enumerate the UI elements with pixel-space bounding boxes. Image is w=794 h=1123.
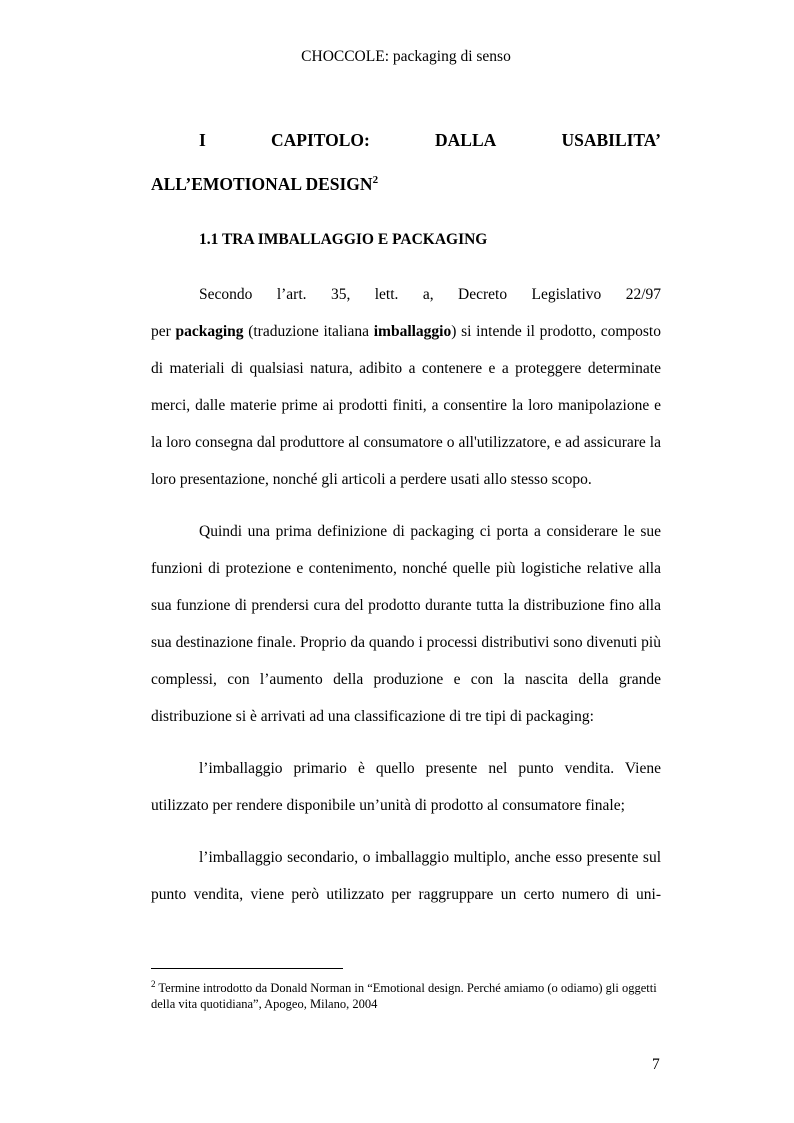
chapter-word: CAPITOLO:	[270, 130, 370, 150]
footnote-text: Termine introdotto da Donald Norman in “Emotional design. Perché amiamo (o odiamo) gli oggetti della vita quotidiana”, Apogeo, Milano, 2004	[151, 981, 657, 1011]
paragraph-2: Quindi una prima definizione di packaging ci porta a considerare le sue funzioni di protezione e contenimento, nonché quelle più logistiche relative alla sua funzione di prendersi cura del prodotto durante tutta la distribuzione fino alla sua destinazione finale. Proprio da quando i processi distributivi sono divenuti più complessi, con l’aumento della produzione e con la nascita della grande distribuzione si è arrivati ad una classificazione di tre tipi di packaging:	[151, 523, 661, 725]
page-number: 7	[652, 1056, 660, 1073]
word: Secondo	[199, 286, 253, 303]
chapter-word: DALLA	[435, 130, 497, 150]
running-head: CHOCCOLE: packaging di senso	[301, 48, 511, 65]
section-title: 1.1 TRA IMBALLAGGIO E PACKAGING	[199, 231, 488, 248]
paragraph-3: l’imballaggio primario è quello presente nel punto vendita. Viene utilizzato per rendere disponibile un’unità di prodotto al consumatore finale;	[151, 760, 661, 814]
text-run: ) si intende il prodotto, composto di materiali di qualsiasi natura, adibito a contenere e a proteggere determinate merci, dalle materie prime ai prodotti finiti, a consentire la loro manipolazione e la loro consegna dal produttore al consumatore o all'utilizzatore, e ad assicurare la loro presentazione, nonché gli articoli a perdere usati allo stesso scopo.	[151, 323, 661, 488]
chapter-word: I	[199, 130, 206, 150]
word: 22/97	[625, 286, 661, 303]
word: lett.	[374, 286, 399, 303]
chapter-title-line2	[151, 174, 661, 195]
chapter-word: USABILITA’	[561, 130, 661, 150]
word: l’art.	[276, 286, 307, 303]
footnote	[151, 976, 661, 1012]
chapter-title	[151, 130, 661, 195]
chapter-title-line1	[151, 130, 661, 154]
paragraph-1	[151, 313, 661, 498]
footnote-reference: 2	[372, 174, 379, 186]
paragraph-first-line	[151, 276, 661, 313]
text-run: (traduzione italiana	[243, 323, 374, 340]
footnote-number: 2	[151, 979, 156, 989]
bold-term: packaging	[175, 323, 244, 340]
bold-term: imballaggio	[373, 323, 452, 340]
word: 35,	[330, 286, 351, 303]
chapter-title-text: ALL’EMOTIONAL DESIGN	[151, 174, 373, 194]
word: Decreto	[458, 286, 508, 303]
text-run: per	[151, 323, 176, 340]
word: a,	[422, 286, 434, 303]
body-text	[151, 276, 661, 913]
footnote-separator	[151, 968, 343, 969]
word: Legislativo	[531, 286, 602, 303]
paragraph-4: l’imballaggio secondario, o imballaggio multiplo, anche esso presente sul punto vendita, viene però utilizzato per raggruppare un certo numero di uni-	[151, 849, 661, 903]
